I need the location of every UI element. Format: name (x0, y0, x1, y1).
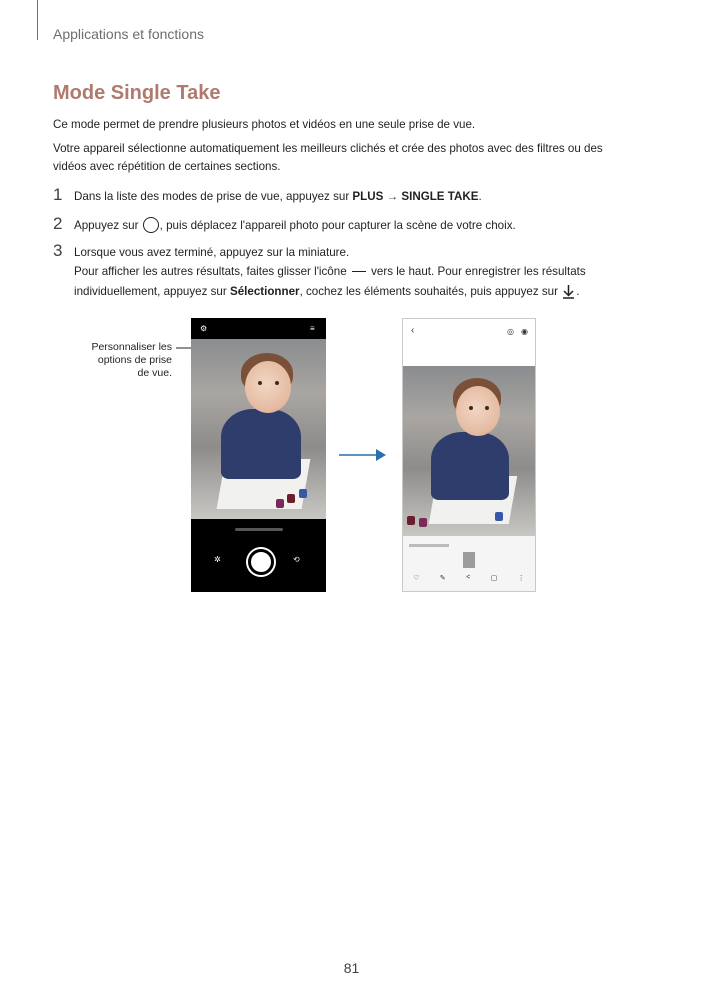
intro-paragraph-2-line1: Votre appareil sélectionne automatiquement les meilleurs clichés et crée des photos avec des filtres ou des (53, 142, 603, 155)
step-3-line1: Lorsque vous avez terminé, appuyez sur la miniature. (74, 246, 350, 259)
mode-label-bar (235, 528, 283, 531)
shutter-button[interactable] (248, 549, 274, 575)
camera-screen (191, 318, 326, 592)
bixby-vision-icon[interactable]: ◎ (507, 327, 514, 336)
share-icon[interactable]: < (466, 574, 471, 581)
download-icon (562, 284, 575, 299)
back-icon[interactable]: ‹ (411, 325, 415, 336)
edit-icon[interactable]: ✎ (439, 575, 446, 582)
delete-icon[interactable]: ▢ (490, 575, 498, 582)
flow-arrow (338, 447, 388, 463)
intro-paragraph-1: Ce mode permet de prendre plusieurs photos et vidéos en une seule prise de vue. (53, 118, 476, 131)
intro-paragraph-2-line2: vidéos avec répétition de certaines sections. (53, 160, 281, 173)
section-header: Applications et fonctions (53, 26, 204, 42)
result-photo (403, 366, 535, 536)
effects-icon[interactable]: ✲ (214, 555, 221, 564)
step-1-text: Dans la liste des modes de prise de vue, appuyez sur PLUS → SINGLE TAKE. (74, 190, 482, 203)
panel-label-bar (409, 544, 449, 547)
page-number: 81 (343, 960, 360, 976)
shutter-circle-icon (143, 217, 159, 233)
viewfinder-photo (191, 339, 326, 519)
switch-camera-icon[interactable]: ⟲ (293, 555, 300, 564)
gallery-screen (402, 318, 536, 592)
view-icon[interactable]: ◉ (521, 327, 528, 336)
step-number-3: 3 (53, 241, 63, 260)
step-3-line3: individuellement, appuyez sur Sélectionner, cochez les éléments souhaités, puis appuyez sur . (74, 285, 580, 298)
settings-gear-icon[interactable]: ⚙ (200, 324, 208, 333)
handle-dash-icon (352, 271, 366, 272)
step-3-line2: Pour afficher les autres résultats, faites glisser l'icône vers le haut. Pour enregistrer les résultats (74, 265, 586, 278)
header-rule (37, 0, 38, 40)
callout-label: Personnaliser les options de prise de vue. (91, 341, 172, 379)
step-number-1: 1 (53, 185, 63, 204)
favorite-icon[interactable]: ♡ (413, 575, 420, 582)
page-title: Mode Single Take (53, 82, 221, 104)
step-2-text: Appuyez sur , puis déplacez l'appareil photo pour capturer la scène de votre choix. (74, 219, 516, 232)
more-icon[interactable]: ⋮ (517, 575, 525, 582)
result-thumbnail[interactable] (463, 552, 475, 568)
single-take-panel[interactable] (403, 536, 535, 591)
shooting-options-icon[interactable]: ≡ (310, 324, 315, 333)
step-number-2: 2 (53, 214, 63, 233)
